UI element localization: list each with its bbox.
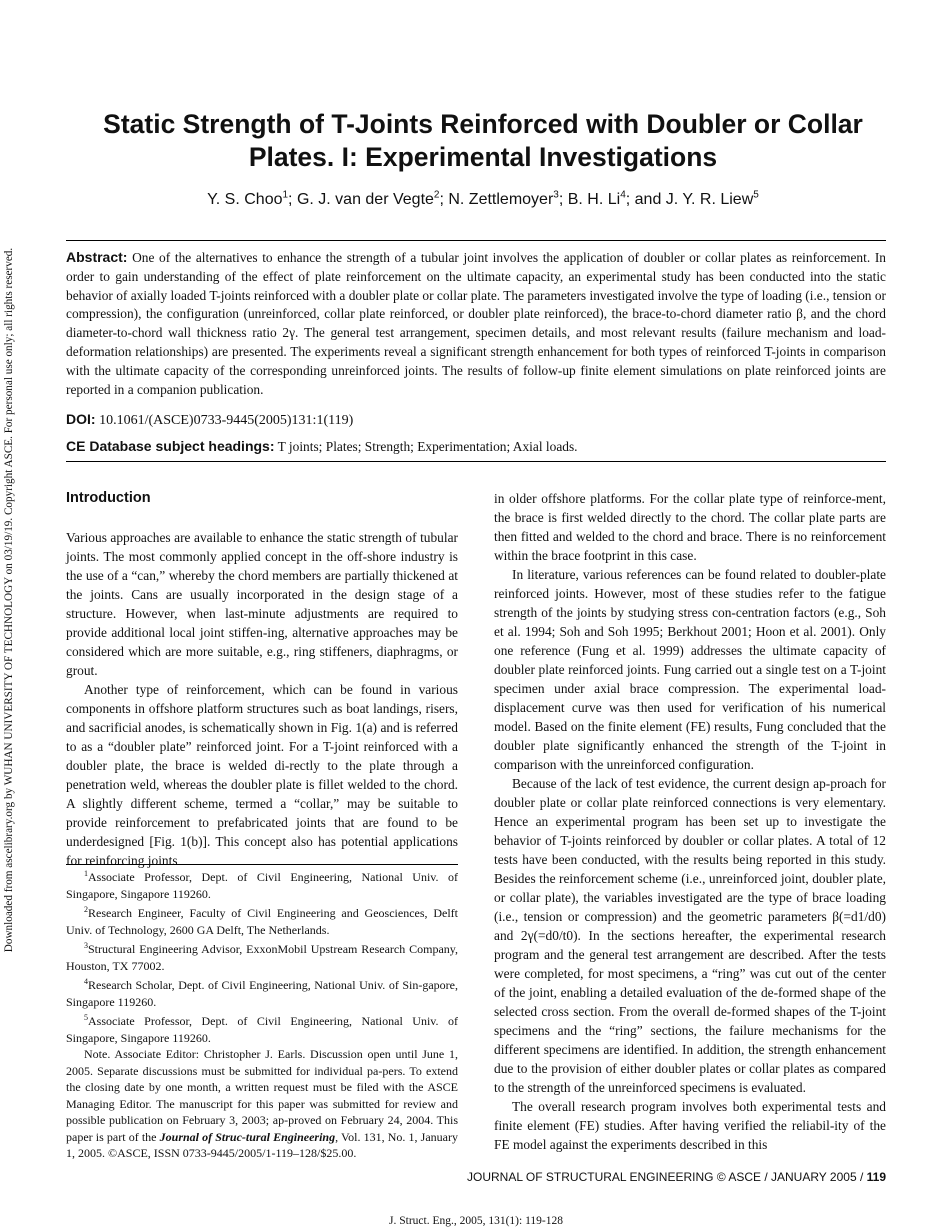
author-list — [60, 190, 906, 209]
footnotes — [66, 866, 458, 1162]
download-watermark: Downloaded from ascelibrary.org by WUHAN UNIVERSITY OF TECHNOLOGY on 03/19/19. Copyright ASCE. For personal use only; all rights reserved. — [3, 247, 15, 953]
footnote: $^2$Research Engineer, Faculty of Civil Engineering and Geosciences, Delft Univ. of Technology, 2600 GA Delft, The Netherlands. — [66, 905, 458, 937]
author: J. Y. R. Liew$^5$ — [665, 190, 759, 209]
subject-headings: CE Database subject headings: T joints; Plates; Strength; Experimentation; Axial loads. — [66, 438, 578, 454]
doi-line: DOI: 10.1061/(ASCE)0733-9445(2005)131:1(119) — [66, 411, 354, 428]
editorial-note: Note. Associate Editor: Christopher J. Earls. Discussion open until June 1, 2005. Separate discussions must be submitted for individual pa-pers. To extend the closing date by one month, a written request must be filed with the ASCE Managing Editor. The manuscript for this paper was submitted for review and possible publication on February 3, 2003; ap-proved on February 24, 2004. This paper is part of the Journal of Struc-tural Engineering, Vol. 131, No. 1, January 1, 2005. ©ASCE, ISSN 0733-9445/2005/1-119–128/$25.00. — [66, 1047, 458, 1160]
abstract-text-2: The general test arrangement, specimen details, and most relevant results (failure mechanism and load-deformation relationships) are presented. The experiments reveal a significant strength enhancement for both types of reinforced T-joints in comparison with the ultimate capacity of the corresponding unreinforced joints. The results of follow-up finite element simulations on plate reinforced joints are reported in a companion publication. — [66, 325, 886, 397]
section-heading-introduction: Introduction — [66, 490, 151, 506]
footnote: $^5$Associate Professor, Dept. of Civil Engineering, National Univ. of Singapore, Singapore 119260. — [66, 1013, 458, 1045]
page-number: 119 — [866, 1170, 886, 1184]
abstract-bottom-rule — [66, 461, 886, 462]
abstract — [66, 248, 886, 399]
paragraph: The overall research program involves both experimental tests and finite element (FE) studies. After having verified the reliabil-ity of the FE model against the experiments described in this — [494, 1099, 886, 1152]
footnote: $^3$Structural Engineering Advisor, ExxonMobil Upstream Research Company, Houston, TX 77002. — [66, 941, 458, 973]
doi-link[interactable]: 10.1061/(ASCE)0733-9445(2005)131:1(119) — [99, 413, 354, 428]
abstract-text-1: One of the alternatives to enhance the strength of a tubular joint involves the application of doubler or collar plates as reinforcement. In order to gain understanding of the effect of plate reinforcement on the ultimate capacity, an experimental study has been conducted into the static behavior of axially loaded T-joints reinforced with a doubler plate or collar plate. The parameters investigated involve the type of loading (i.e., tension or compression), the configuration (unreinforced, collar plate reinforced, or doubler plate reinforced), the brace-to-chord diameter ratio β, and the chord diameter-to-chord wall thickness ratio 2γ. — [66, 250, 886, 341]
author: B. H. Li$^4$; and — [567, 190, 666, 209]
paragraph: in older offshore platforms. For the collar plate type of reinforce-ment, the brace is first welded directly to the chord. The collar plate parts are then fitted and welded to the chord and brace. There is no reinforcement within the brace footprint in this case. — [494, 491, 886, 563]
paragraph: Another type of reinforcement, which can be found in various components in offshore platform structures such as boat landings, risers, and sacrificial anodes, is schematically shown in Fig. 1(a) and is referred to as a “doubler plate” reinforced joint. For a T-joint reinforced with a doubler plate, the brace is welded di-rectly to the plate through a penetration weld, whereas the doubler plate is fillet welded to the chord. A slightly different scheme, termed a “collar,” may be suitable to provide reinforcement to prefabricated joints that are found to be underdesigned [Fig. 1(b)]. This concept also has potential applications for reinforcing joints — [66, 682, 458, 868]
paper-title: Static Strength of T-Joints Reinforced with Doubler or Collar Plates. I: Experimental Investigations — [103, 109, 863, 172]
abstract-label: Abstract: — [66, 249, 128, 265]
journal-footer: JOURNAL OF STRUCTURAL ENGINEERING © ASCE / JANUARY 2005 / 119 — [467, 1170, 886, 1184]
author: Y. S. Choo$^1$; — [207, 190, 297, 209]
author: G. J. van der Vegte$^2$; — [296, 190, 449, 209]
left-column — [66, 528, 458, 870]
footnote-rule — [66, 864, 458, 865]
citation-line: J. Struct. Eng., 2005, 131(1): 119-128 — [389, 1215, 563, 1227]
footnote: $^1$Associate Professor, Dept. of Civil Engineering, National Univ. of Singapore, Singapore 119260. — [66, 869, 458, 901]
paragraph: Because of the lack of test evidence, the current design ap-proach for doubler plate or collar plate reinforced connections is very elementary. Hence an experimental program has been set up to investigate the behavior of T-joints reinforced by doubler or collar plates. A total of 12 tests have been conducted, with the results being reported in this study. Besides the reinforcement scheme (i.e., unreinforced joint, doubler plate, or collar plate), the variables investigated are the type of brace loading (i.e., tension or compression) and the geometric parameters β(=d1/d0) and 2γ(=d0/t0). In the sections hereafter, the experimental research program and the general test arrangement are described. After the tests were completed, for most specimens, a “ring” was cut out of the center of the joint, enabling a detailed evaluation of the de-formed shape of the selected cross section. From the overall de-formed shapes of the T-joint specimens and the “ring” sections, the failure mechanisms for the different specimens are identified. In addition, the strength enhancement due to the provision of either doubler plates or collar plates as compared to the strength of the unreinforced specimens is evaluated. — [494, 776, 886, 1095]
author: N. Zettlemoyer$^3$; — [448, 190, 568, 209]
right-column — [494, 489, 886, 1154]
abstract-top-rule — [66, 240, 886, 241]
paragraph: In literature, various references can be found related to doubler-plate reinforced joints. However, most of these studies refer to the fatigue strength of the joints by studying stress con-centration factors (e.g., Soh et al. 1994; Soh and Soh 1995; Berkhout 2001; Hoon et al. 2001). Only one reference (Fung et al. 1999) addresses the ultimate capacity of doubler plate reinforced joints. Fung carried out a single test on a T-joint specimen under axial brace compression. The experimental load-displacement curve was then used for verification of his numerical model. Based on the finite element (FE) results, Fung concluded that the doubler plate significantly enhanced the strength of the T-joint in comparison with the unreinforced configuration. — [494, 567, 886, 772]
paragraph: Various approaches are available to enhance the static strength of tubular joints. The most commonly applied concept in the off-shore industry is the use of a “can,” whereby the chord members are partially thickened at the joints. Cans are usually incorporated in the design stage of a structure. However, when last-minute adjustments are required to provide additional local joint stiffen-ing, alternative approaches may be considered which are more suitable, e.g., ring stiffeners, diaphragms, or grout. — [66, 530, 458, 678]
footnote: $^4$Research Scholar, Dept. of Civil Engineering, National Univ. of Sin-gapore, Singapore 119260. — [66, 977, 458, 1009]
